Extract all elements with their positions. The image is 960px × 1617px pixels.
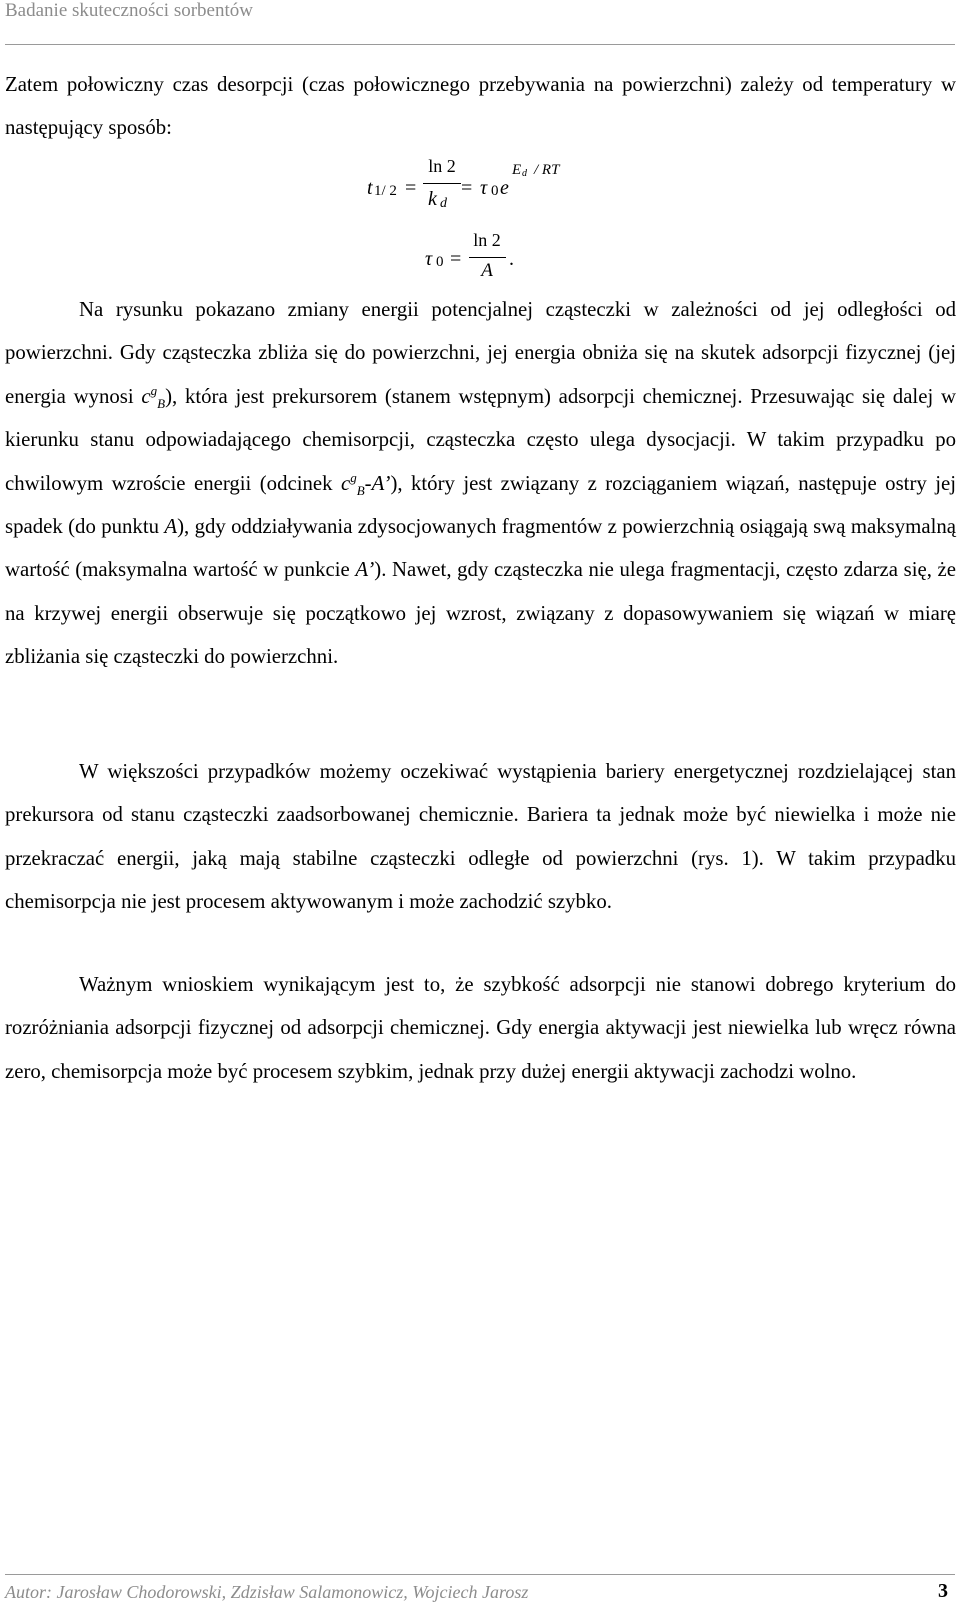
cgB-1-c: c	[141, 384, 151, 408]
eq1-tau-sub: 0	[491, 183, 499, 199]
paragraph-4: Ważnym wnioskiem wynikającym jest to, że szybkość adsorpcji nie stanowi dobrego kryterium do rozróżniania adsorpcji fizycznej od adsorpcji chemicznej. Gdy energia aktywacji jest niewielka lub wręcz równa zero, chemisorpcja może być procesem szybkim, jednak przy dużej energii aktywacji zachodzi wolno.	[5, 973, 956, 1083]
eq1-e: e	[500, 177, 509, 199]
eq1-equals-2: =	[461, 177, 473, 199]
paragraph-1: Zatem połowiczny czas desorpcji (czas połowicznego przebywania na powierzchni) zależy od temperatury w następujący sposób:	[5, 73, 956, 140]
eq2-numerator: ln 2	[473, 230, 501, 250]
eq2-tau-sub: 0	[436, 254, 444, 270]
eq2-equals: =	[450, 248, 462, 270]
eq1-t: t	[367, 177, 373, 199]
point-A-prime: A’	[355, 558, 375, 582]
eq1-half: 1/ 2	[374, 183, 397, 199]
eq1-Ed-sub: d	[522, 168, 527, 179]
cgB-2-g: g	[350, 469, 357, 485]
eq2-tau: τ	[425, 248, 433, 270]
eq1-k: k	[428, 188, 437, 210]
eq2-A: A	[481, 260, 493, 281]
eq2-fraction-bar	[469, 257, 506, 258]
cgB-2-B: B	[356, 482, 365, 498]
eq1-tau: τ	[480, 177, 488, 199]
eq1-numerator: ln 2	[428, 156, 456, 176]
footer-authors: Autor: Jarosław Chodorowski, Zdzisław Salamonowicz, Wojciech Jarosz	[5, 1582, 529, 1602]
header-rule	[5, 44, 955, 45]
paragraph-2-d: ), gdy oddziaływania zdysocjowanych fragmentów z powierzchnią osiągają swą maksymalną wartość (maksymalna wartość w punkcie	[5, 515, 956, 582]
paragraph-2-b: ), która jest prekursorem (stanem wstępnym) adsorpcji chemicznej. Przesuwając się dalej w kierunku stanu odpowiadającego chemisorpcji, cząsteczka często ulega dysocjacji. W takim przypadku po chwilowym wzroście energii (odcinek	[5, 384, 956, 495]
cgB-1	[141, 382, 166, 411]
paragraph-2-e: ). Nawet, gdy cząsteczka nie ulega fragmentacji, często zdarza się, że na krzywej energii obserwuje się początkowo jej wzrost, związany z dopasowywaniem się wiązań w miarę zbliżania się cząsteczki do powierzchni.	[5, 558, 956, 669]
paragraph-3: W większości przypadków możemy oczekiwać wystąpienia bariery energetycznej rozdzielającej stan prekursora od stanu cząsteczki zaadsorbowanej chemicznie. Bariera ta jednak może być niewielka i może nie przekraczać energii, jaką mają stabilne cząsteczki odległe od powierzchni (rys. 1). W takim przypadku chemisorpcja nie jest procesem aktywowanym i może zachodzić szybko.	[5, 760, 956, 914]
cgB-1-g: g	[150, 382, 158, 398]
paragraph-2	[5, 288, 956, 679]
footer-rule	[5, 1574, 955, 1575]
page-number: 3	[938, 1580, 948, 1602]
cgB-2-A: -A’	[364, 471, 391, 495]
eq1-equals-1: =	[405, 177, 417, 199]
cgB-A-segment	[340, 469, 391, 498]
eq1-E: E	[512, 162, 522, 178]
paragraph-2-start: Na rysunku pokazano zmiany energii potencjalnej cząsteczki w zależności od jej odległości od powierzchni.	[5, 298, 956, 365]
eq1-fraction-bar	[423, 183, 461, 184]
running-header: Badanie skuteczności sorbentów	[5, 0, 253, 21]
eq2-dot: .	[509, 248, 514, 270]
paragraph-2-a: Gdy cząsteczka zbliża się do powierzchni, jej energia obniża się na skutek adsorpcji fizycznej (jej energia wynosi	[5, 341, 957, 408]
eq1-d: d	[440, 196, 447, 211]
cgB-1-B: B	[157, 395, 166, 411]
cgB-2-c: c	[340, 471, 351, 495]
eq1-RT: / RT	[534, 162, 560, 178]
point-A: A	[164, 515, 178, 539]
paragraph-2-c: ), który jest związany z rozciąganiem wiązań, następuje ostry jej spadek (do punktu	[5, 471, 956, 539]
